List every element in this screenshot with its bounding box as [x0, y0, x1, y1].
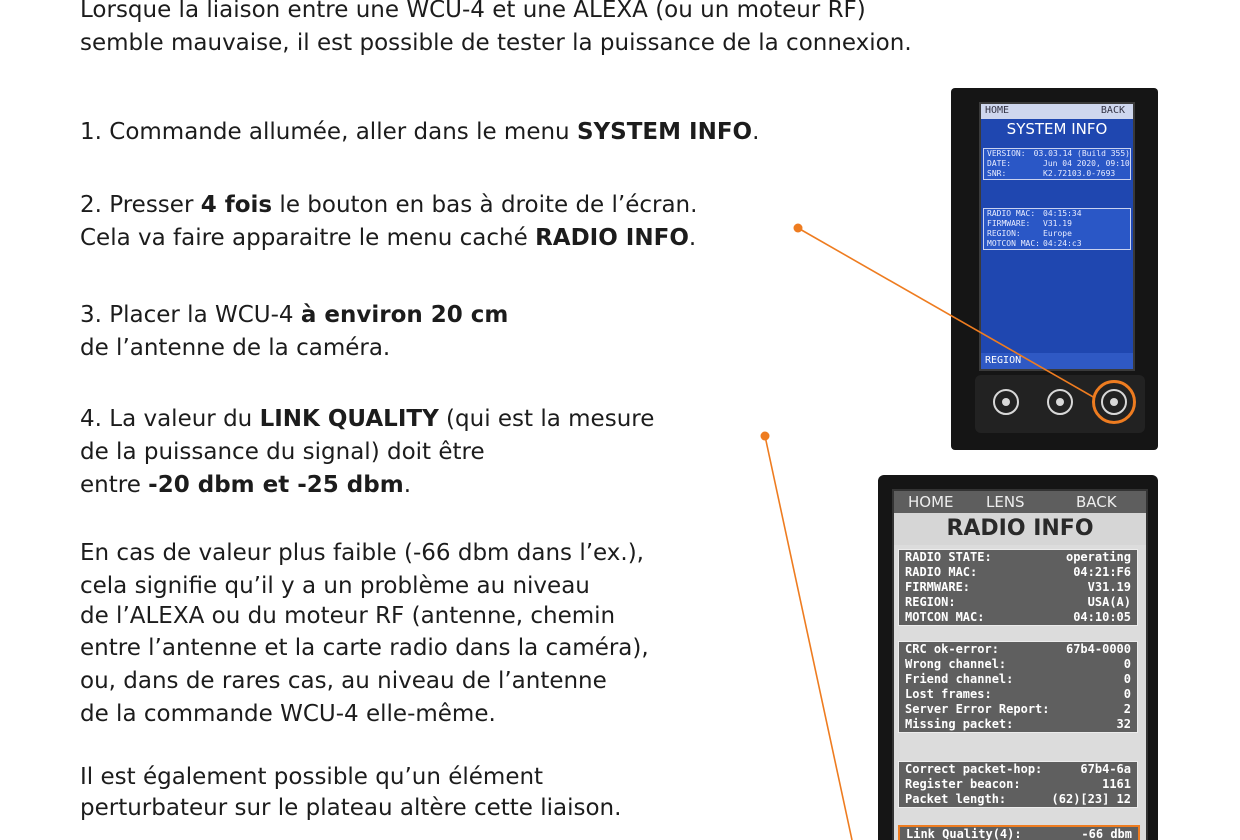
link-quality-value: -66 dbm: [1081, 827, 1132, 840]
step-4-text: 4. La valeur du: [80, 406, 260, 432]
step-3-line-2: de l’antenne de la caméra.: [80, 335, 391, 361]
info-key: FIRMWARE:: [987, 219, 1031, 228]
intro-line-1: Lorsque la liaison entre une WCU-4 et une ALEXA (ou un moteur RF): [80, 0, 866, 23]
info-value: 67b4-0000: [1065, 642, 1131, 656]
info-value: Europe: [1043, 229, 1072, 238]
para-1-line: entre l’antenne et la carte radio dans la caméra),: [80, 635, 649, 661]
back-button: BACK: [1100, 105, 1125, 116]
step-1-text: 1. Commande allumée, aller dans le menu: [80, 119, 577, 145]
info-key: Lost frames:: [905, 687, 992, 701]
step-1-bold: SYSTEM INFO: [576, 119, 753, 145]
info-value: 67b4-6a: [1080, 762, 1131, 776]
para-1-line: cela signifie qu’il y a un problème au niveau: [80, 573, 590, 599]
step-2-line-2-end: .: [688, 225, 697, 251]
info-value: 2: [1123, 702, 1131, 716]
step-4-line-3-end: .: [403, 472, 411, 498]
info-value: K2.72103.0-7693: [1043, 169, 1116, 178]
para-1-line: ou, dans de rares cas, au niveau de l’antenne: [80, 668, 607, 694]
info-value: 04:24:c3: [1043, 239, 1082, 248]
info-key: RADIO STATE:: [905, 550, 992, 564]
info-key: CRC ok-error:: [905, 642, 999, 656]
home-button: HOME: [908, 493, 954, 511]
step-4-line-3-text: entre: [80, 472, 149, 498]
para-2-line: perturbateur sur le plateau altère cette liaison.: [80, 795, 622, 821]
info-key: MOTCON MAC:: [905, 610, 985, 624]
link-quality-label: Link Quality(4):: [906, 827, 1022, 840]
info-key: MOTCON MAC:: [987, 239, 1040, 248]
step-2-text: 2. Presser: [80, 192, 201, 218]
info-value: 1161: [1102, 777, 1131, 791]
step-4-bold: LINK QUALITY: [259, 406, 439, 432]
info-key: DATE:: [987, 159, 1012, 168]
info-value: USA(A): [1087, 595, 1131, 609]
para-1-line: En cas de valeur plus faible (-66 dbm dans l’ex.),: [80, 540, 644, 566]
info-key: Correct packet-hop:: [905, 762, 1043, 776]
info-key: RADIO MAC:: [987, 209, 1036, 218]
info-key: Register beacon:: [905, 777, 1021, 791]
back-button: BACK: [1076, 493, 1117, 511]
step-4-line-2: de la puissance du signal) doit être: [80, 439, 485, 465]
info-key: VERSION:: [987, 149, 1026, 158]
info-key: REGION:: [905, 595, 956, 609]
info-value: (62)[23] 12: [1051, 792, 1131, 806]
step-2-line-2-bold: RADIO INFO: [535, 225, 689, 251]
step-1-end: .: [752, 119, 760, 145]
callout-line-1: [798, 228, 1095, 398]
home-button: HOME: [985, 105, 1010, 116]
step-3-bold: à environ 20 cm: [300, 302, 509, 328]
step-4-end: (qui est la mesure: [438, 406, 655, 432]
region-button: REGION: [985, 355, 1022, 366]
info-value: operating: [1065, 550, 1131, 564]
step-4-line-3-bold: -20 dbm et -25 dbm: [148, 472, 404, 498]
para-1-line: de la commande WCU-4 elle-même.: [80, 701, 496, 727]
info-value: V31.19: [1087, 580, 1131, 594]
screen-title: SYSTEM INFO: [1006, 120, 1108, 138]
info-key: FIRMWARE:: [905, 580, 971, 594]
info-key: SNR:: [987, 169, 1007, 178]
step-2-end: le bouton en bas à droite de l’écran.: [272, 192, 698, 218]
intro-line-2: semble mauvaise, il est possible de tester la puissance de la connexion.: [80, 30, 912, 56]
step-2-line-2-text: Cela va faire apparaitre le menu caché: [80, 225, 536, 251]
info-value: 0: [1123, 687, 1131, 701]
para-1-line: de l’ALEXA ou du moteur RF (antenne, chemin: [80, 603, 616, 629]
info-value: 04:10:05: [1073, 610, 1131, 624]
info-key: Packet length:: [905, 792, 1007, 806]
info-value: 04:21:F6: [1073, 565, 1131, 579]
info-value: Jun 04 2020, 09:10: [1043, 159, 1130, 168]
info-key: Server Error Report:: [905, 702, 1050, 716]
para-2-line: Il est également possible qu’un élément: [80, 764, 544, 790]
lens-button: LENS: [986, 493, 1025, 511]
step-2-bold: 4 fois: [200, 192, 273, 218]
info-value: V31.19: [1043, 219, 1072, 228]
info-value: 32: [1116, 717, 1131, 731]
info-key: Friend channel:: [905, 672, 1014, 686]
info-key: REGION:: [987, 229, 1021, 238]
info-value: 04:15:34: [1043, 209, 1082, 218]
info-key: Wrong channel:: [905, 657, 1007, 671]
info-key: Missing packet:: [905, 717, 1014, 731]
screen-title: RADIO INFO: [894, 513, 1146, 545]
info-value: 03.03.14 (Build 355): [1033, 149, 1130, 158]
step-3-text: 3. Placer la WCU-4: [80, 302, 301, 328]
info-value: 0: [1123, 672, 1131, 686]
info-key: RADIO MAC:: [905, 565, 978, 579]
info-value: 0: [1123, 657, 1131, 671]
callout-line-2: [765, 436, 852, 840]
